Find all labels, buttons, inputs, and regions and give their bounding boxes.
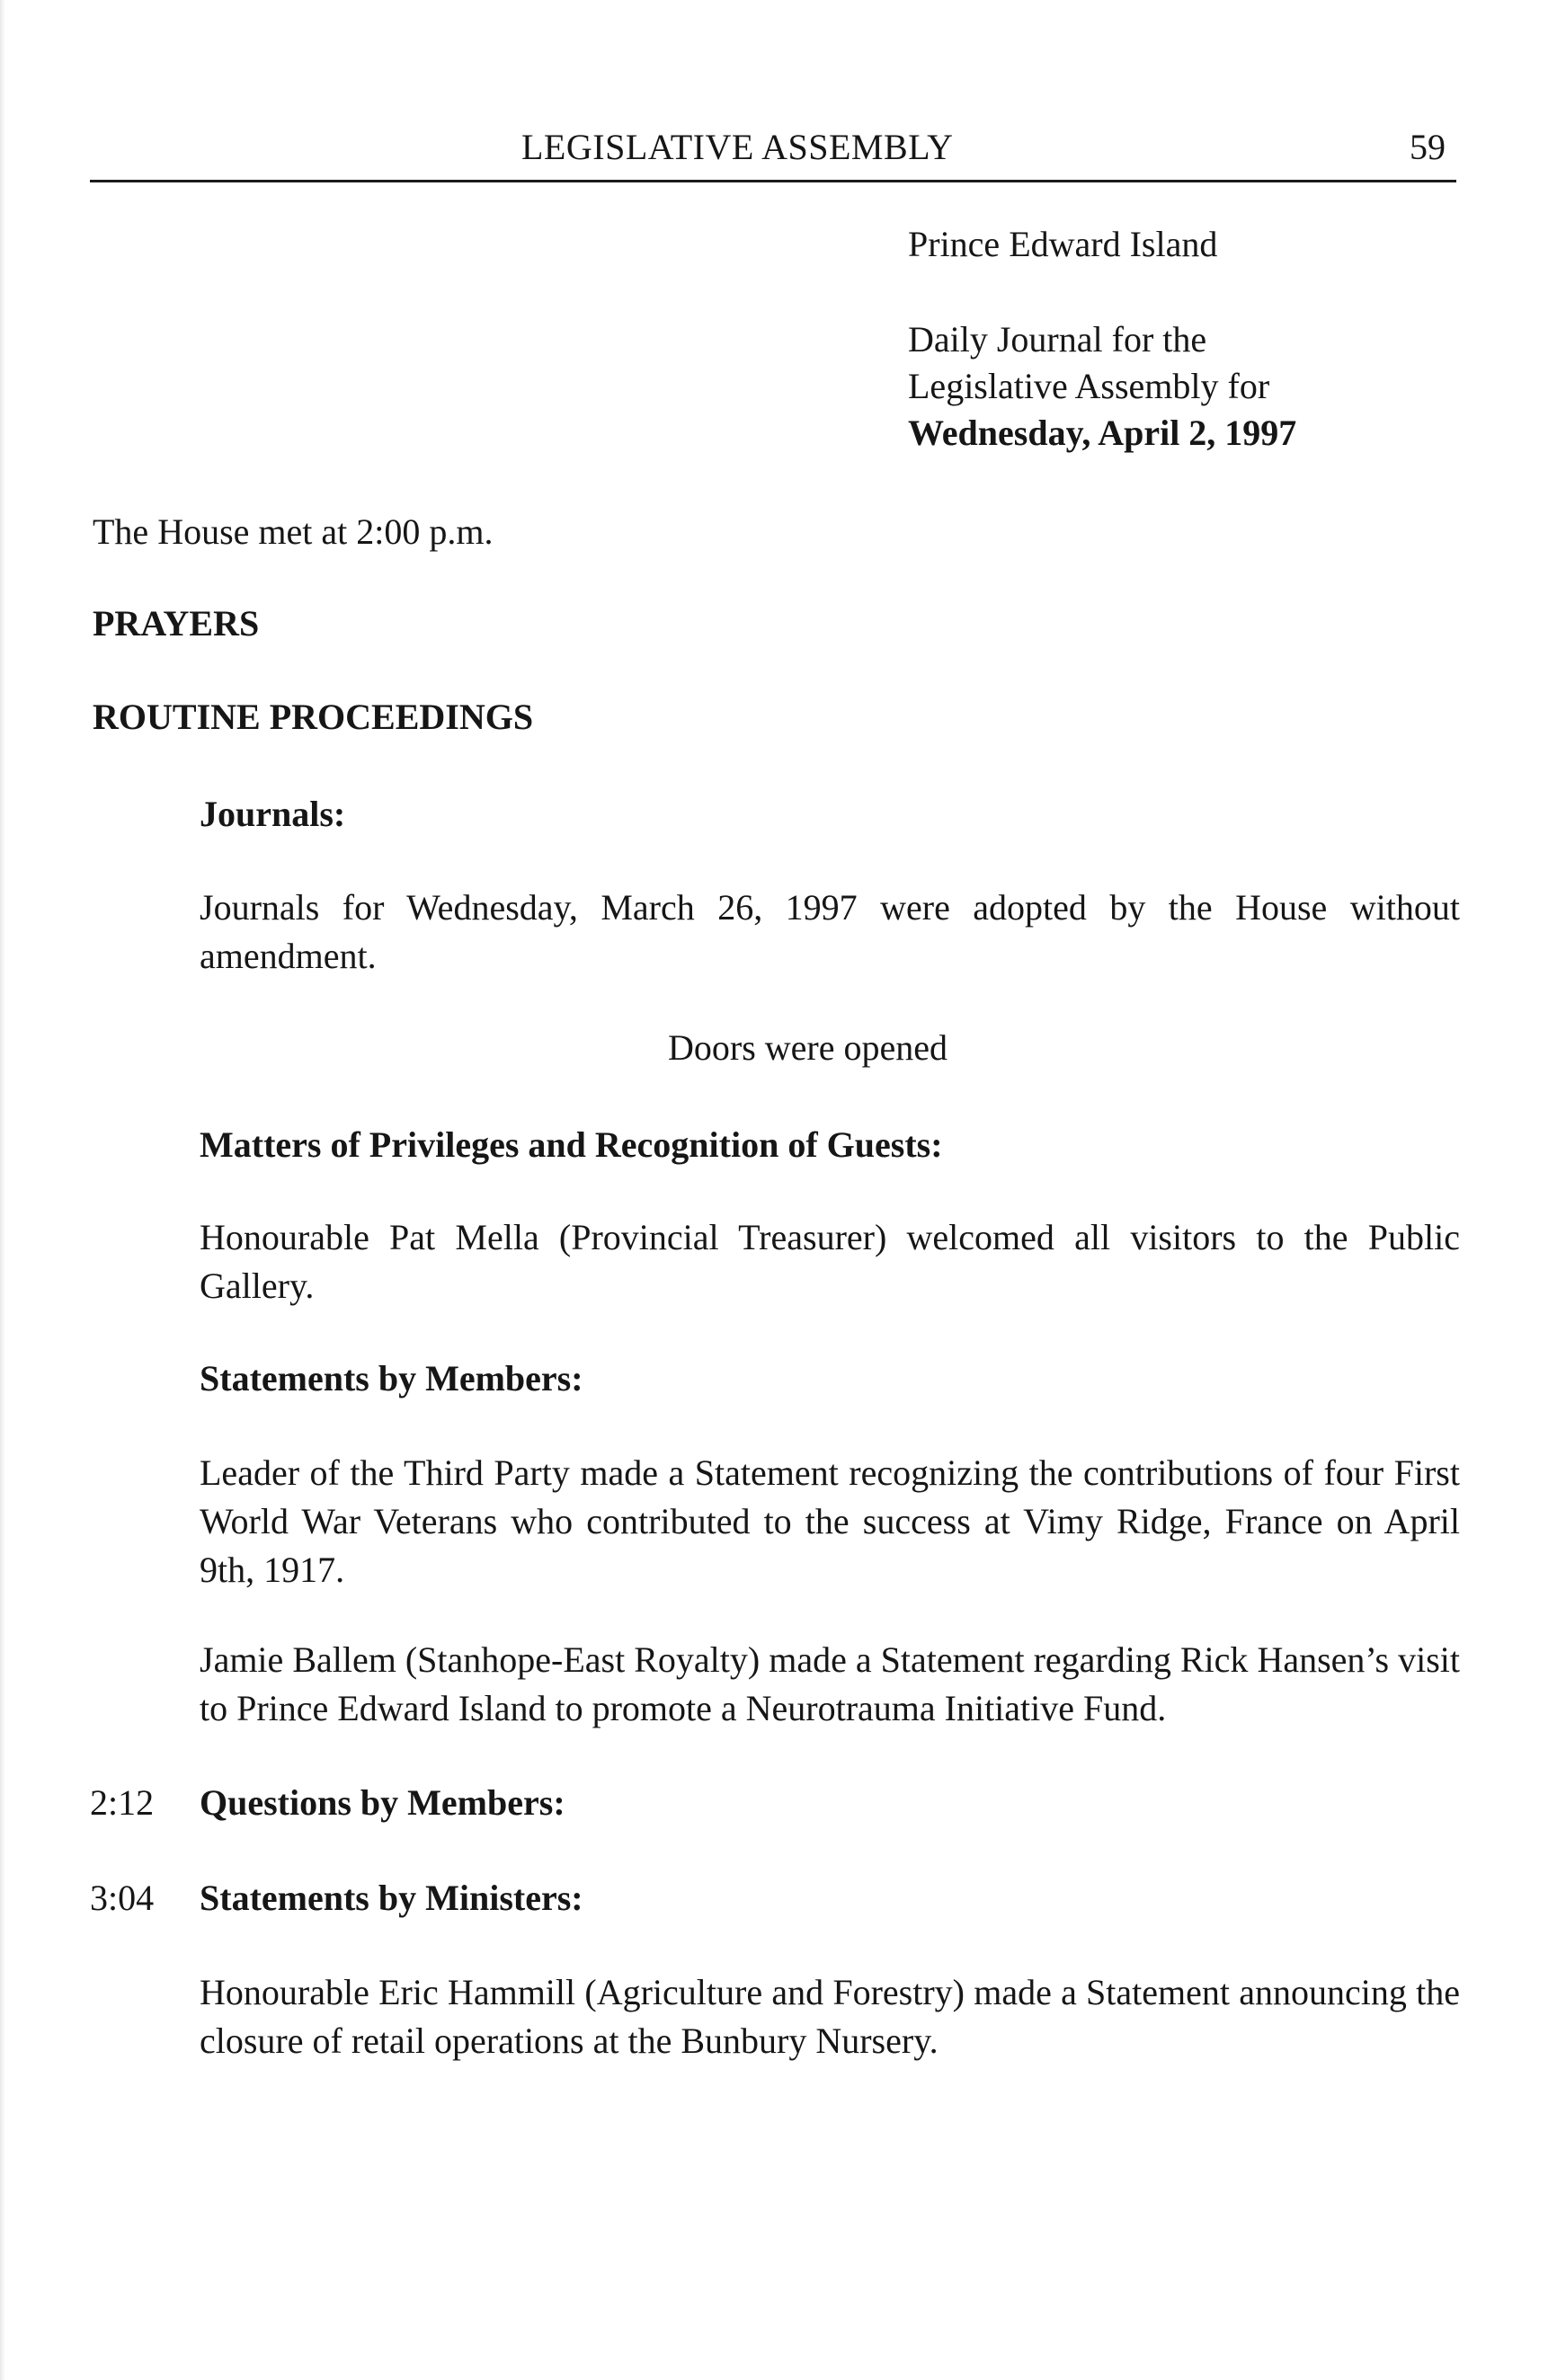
statements-members-heading: Statements by Members: xyxy=(200,1358,583,1399)
journals-heading: Journals: xyxy=(200,794,346,834)
running-header-title: LEGISLATIVE ASSEMBLY xyxy=(521,127,954,167)
masthead-date: Wednesday, April 2, 1997 xyxy=(908,413,1297,453)
header-rule xyxy=(90,180,1456,182)
statements-ministers-text: Honourable Eric Hammill (Agriculture and Forestry) made a Statement announcing the closure of retail operations at the Bunbury Nursery. xyxy=(200,1972,1460,2061)
statements-members-text-1: Leader of the Third Party made a Statement recognizing the contributions of four First World War Veterans who contributed to the success at Vimy Ridge, France on April 9th, 1917. xyxy=(200,1452,1460,1590)
questions-time: 2:12 xyxy=(90,1782,155,1823)
page-number: 59 xyxy=(1410,127,1446,167)
privileges-heading: Matters of Privileges and Recognition of Guests: xyxy=(200,1124,943,1165)
questions-heading: Questions by Members: xyxy=(200,1782,565,1823)
statements-members-text-2: Jamie Ballem (Stanhope-East Royalty) made a Statement regarding Rick Hansen’s visit to Prince Edward Island to promote a Neurotrauma Initiative Fund. xyxy=(200,1639,1460,1728)
masthead-journal-line1: Daily Journal for the xyxy=(908,319,1207,360)
opening-line: The House met at 2:00 p.m. xyxy=(93,511,494,552)
page-edge-shadow xyxy=(0,0,5,2380)
doors-opened-note: Doors were opened xyxy=(668,1027,948,1068)
prayers-heading: PRAYERS xyxy=(93,603,260,644)
journals-text: Journals for Wednesday, March 26, 1997 were adopted by the House without amendment. xyxy=(200,887,1460,976)
masthead-journal-line2: Legislative Assembly for xyxy=(908,366,1270,406)
masthead-province: Prince Edward Island xyxy=(908,224,1218,264)
routine-proceedings-heading: ROUTINE PROCEEDINGS xyxy=(93,697,534,737)
privileges-text: Honourable Pat Mella (Provincial Treasurer) welcomed all visitors to the Public Gallery. xyxy=(200,1217,1460,1306)
statements-ministers-time: 3:04 xyxy=(90,1878,155,1918)
statements-ministers-heading: Statements by Ministers: xyxy=(200,1878,583,1918)
